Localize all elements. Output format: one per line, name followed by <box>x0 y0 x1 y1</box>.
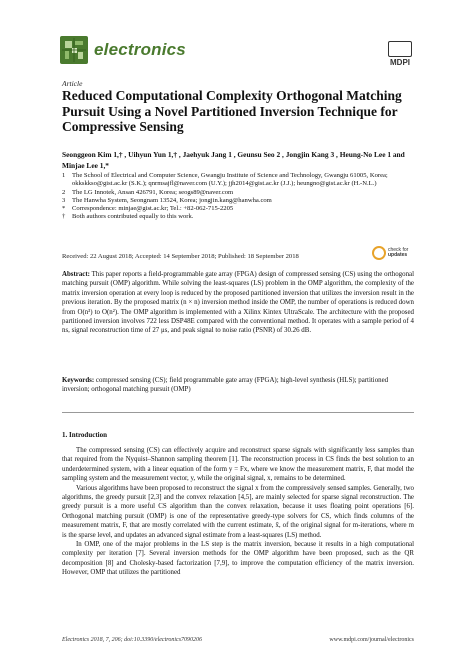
affiliation-2 <box>62 189 432 197</box>
keywords-label: Keywords: <box>62 377 95 384</box>
mdpi-badge-icon <box>388 41 412 57</box>
abstract-label: Abstract: <box>62 271 90 278</box>
check-updates-icon <box>372 246 386 260</box>
check-updates-label: check for updates <box>388 246 409 258</box>
abstract <box>62 270 414 336</box>
footer-citation: Electronics 2018, 7, 206; doi:10.3390/electronics7090206 <box>62 637 203 643</box>
section-heading: 1. Introduction <box>62 431 107 439</box>
publisher-name: MDPI <box>390 58 410 67</box>
affiliation-text: The School of Electrical and Computer Science, Gwangju Institute of Science and Technology, Gwangju 61005, Korea; okkskkso@gist.ac.kr (S.K.); qnrmsajfl@naver.com (U.Y.); jjh2014@gist.ac.kr (J.J.); heungno@gist.ac.kr (H.-N.L.) <box>72 172 388 188</box>
affiliation-text: Both authors contributed equally to this work. <box>72 213 194 221</box>
affiliations <box>62 172 432 222</box>
paper-title: Reduced Computational Complexity Orthogonal Matching Pursuit Using a Novel Partitioned Inversion Technique for Compressive Sensing <box>62 88 402 134</box>
authors-text: Seonggeon Kim 1,† , Uihyun Yun 1,† , Jaehyuk Jang 1 , Geunsu Seo 2 , Jongjin Kang 3 , Heung-No Lee 1 and Minjae Lee 1,* <box>62 150 405 170</box>
body-text <box>62 446 414 578</box>
paragraph: The compressed sensing (CS) can effectively acquire and reconstruct sparse signals with significantly less samples than that required from the Nyquist–Shannon sampling theorem [1]. The reconstruction process in CS finds the best solution to an underdetermined system, with a linear equation of the form y = Fx, where we know the measurement matrix, F, that model the sampling system and the measurement vector, y, while the original signal, x, remains to be determined. <box>62 447 414 483</box>
article-type: Article <box>62 79 83 88</box>
journal-name: electronics <box>94 40 186 59</box>
publication-dates: Received: 22 August 2018; Accepted: 14 September 2018; Published: 18 September 2018 <box>62 253 299 260</box>
journal-logo-icon <box>60 36 88 64</box>
affiliation-text: The Hanwha System, Seongnam 13524, Korea; jongjin.kang@hanwha.com <box>72 196 272 204</box>
affiliation-mark: 1 <box>62 172 66 179</box>
check-for-updates-button[interactable] <box>372 246 408 260</box>
divider <box>62 412 414 413</box>
affiliation-mark: † <box>62 213 66 221</box>
publisher-logo <box>388 41 412 67</box>
keywords <box>62 376 414 395</box>
affiliation-1 <box>62 172 432 189</box>
equal-contribution-note <box>62 213 432 221</box>
author-list <box>62 150 422 171</box>
page-footer <box>62 637 414 643</box>
affiliation-text: Correspondence: minjae@gist.ac.kr; Tel.: +82-062-715-2205 <box>72 205 234 213</box>
footer-url[interactable]: www.mdpi.com/journal/electronics <box>329 637 414 643</box>
paragraph: Various algorithms have been proposed to reconstruct the signal x from the compressively sensed samples. Generally, two algorithms, the greedy pursuit [2,3] and the convex relaxation [4,5], are mainly selected for sparse signal reconstruction. The greedy pursuit is a more useful CS algorithm than the convex relaxation, because it uses floating point operations [6]. Orthogonal matching pursuit (OMP) is one of the representative greedy-type solvers for CS, which finds columns of the measurement matrix, F, that are mostly correlated with the current estimate, x̂, of the original signal for m-iterations, where m is the sparse level, and updates an advanced signal estimate from a least-squares (LS) method. <box>62 484 414 539</box>
abstract-text: This paper reports a field-programmable gate array (FPGA) design of compressed sensing (CS) using the orthogonal matching pursuit (OMP) algorithm. While solving the least-squares (LS) problem in the OMP algorithm, the complexity of the matrix inversion operation at every loop is reduced by the proposed partitioned inversion that utilizes the inversion result in the previous iteration. By the proposed matrix (n × n) inversion method inside the OMP, the number of operations is reduced down from O(n³) to O(n²). The OMP algorithm is implemented with a Xilinx Kintex UltraScale. The architecture with the proposed partitioned inversion involves 722 less DSP48E compared with the conventional method. It operates with a sample period of 4 ns, signal reconstruction time of 27 μs, and peak signal to noise ratio (PSNR) of 30.26 dB. <box>62 271 414 335</box>
journal-header <box>60 35 186 65</box>
paragraph: In OMP, one of the major problems in the LS step is the matrix inversion, because it results in a high computational complexity per iteration [7]. Several inversion methods for the OMP algorithm have been proposed, such as the QR decomposition [8] and Cholesky-based factorization [7,9], to improve the computation efficiency of the matrix inversion. However, OMP that utilizes the partitioned <box>62 541 414 577</box>
correspondence <box>62 205 432 213</box>
keywords-text: compressed sensing (CS); field programmable gate array (FPGA); high-level synthesis (HLS); partitioned inversion; orthogonal matching pursuit (OMP) <box>62 377 389 394</box>
affiliation-mark: 3 <box>62 196 66 204</box>
affiliation-mark: 2 <box>62 188 66 196</box>
affiliation-mark: * <box>62 205 66 213</box>
affiliation-3 <box>62 197 432 205</box>
affiliation-text: The LG Innotek, Ansan 426791, Korea; seogs89@naver.com <box>72 188 234 196</box>
